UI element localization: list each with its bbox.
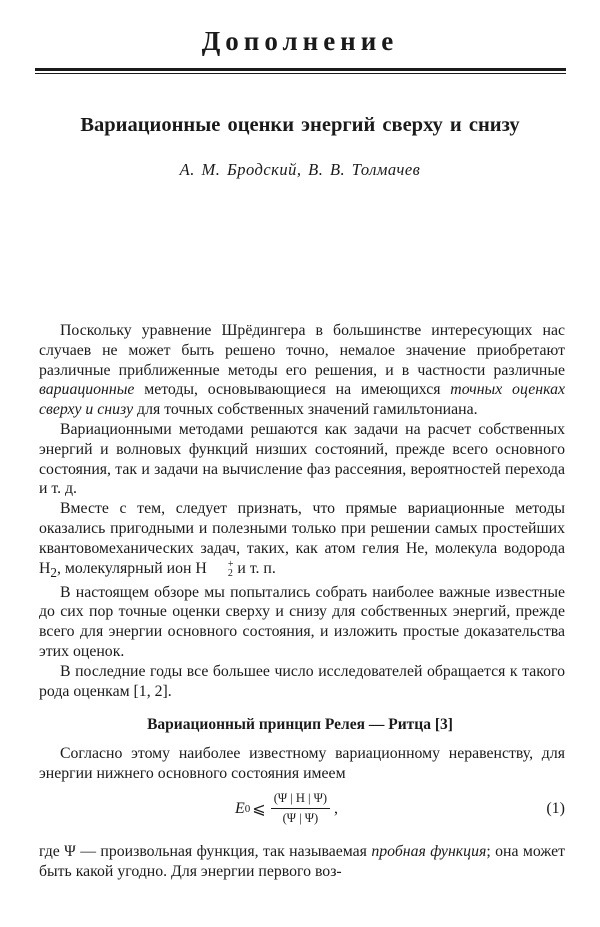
article-title: Вариационные оценки энергий сверху и снизу — [80, 114, 520, 136]
chapter-title: Дополнение — [201, 26, 399, 56]
intro-paragraph-3: Вместе с тем, следует признать, что прямые вариационные методы оказались пригодными и полезными только при решении самых простейших квантовомеханических задач, таких, как атом гелия He, молекула водорода $H_2$, молекулярный ион H + 2 и т. п. — [39, 500, 565, 580]
intro-paragraph-1: Поскольку уравнение Шрёдингера в большинстве интересующих нас случаев не может быть решено точно, немалое значение приобретают различные приближенные методы его решения, и в частности различные вариационные методы, основывающиеся на имеющихся точных оценках сверху и снизу для точных собственных значений гамильтониана. — [39, 322, 565, 419]
intro-text — [39, 321, 565, 701]
intro-paragraph-5: В последние годы все большее число исследователей обращается к такого рода оценкам [1, 2]. — [39, 662, 565, 700]
section-text-1 — [39, 744, 565, 784]
authors: А. М. Бродский, В. В. Толмачев — [179, 160, 421, 179]
header-rule — [35, 68, 566, 74]
intro-paragraph-4: В настоящем обзоре мы попытались собрать наиболее важные известные до сих пор точные оценки сверху и снизу для собственных энергий, прежде всего для энергии основного состояния, и изложить простые доказательства этих оценок. — [39, 583, 565, 660]
section-paragraph-2: где Ψ — произвольная функция, так называемая пробная функция; она может быть какой угодно. Для энергии первого воз- — [39, 843, 565, 880]
formula: E 0 ⩽ $\frac{(\Psi | H | \Psi)}{(\Psi | \Psi)}$ , — [235, 791, 338, 825]
section-heading: Вариационный принцип Релея — Ритца [3] — [147, 716, 453, 733]
formula-fraction: $\frac{(\Psi | H | \Psi)}{(\Psi | \Psi)}$ — [271, 791, 330, 826]
section-paragraph-1: Согласно этому наиболее известному вариационному неравенству, для энергии нижнего основного состояния имеем — [39, 745, 565, 782]
equation-number: (1) — [546, 800, 565, 817]
intro-paragraph-2: Вариационными методами решаются как задачи на расчет собственных энергий и волновых функций низших состояний, прежде всего основного состояния, так и задачи на вычисление фаз рассеяния, вероятностей перехода и т. д. — [39, 420, 565, 498]
equation-1 — [39, 791, 565, 831]
section-text-2 — [39, 842, 565, 882]
